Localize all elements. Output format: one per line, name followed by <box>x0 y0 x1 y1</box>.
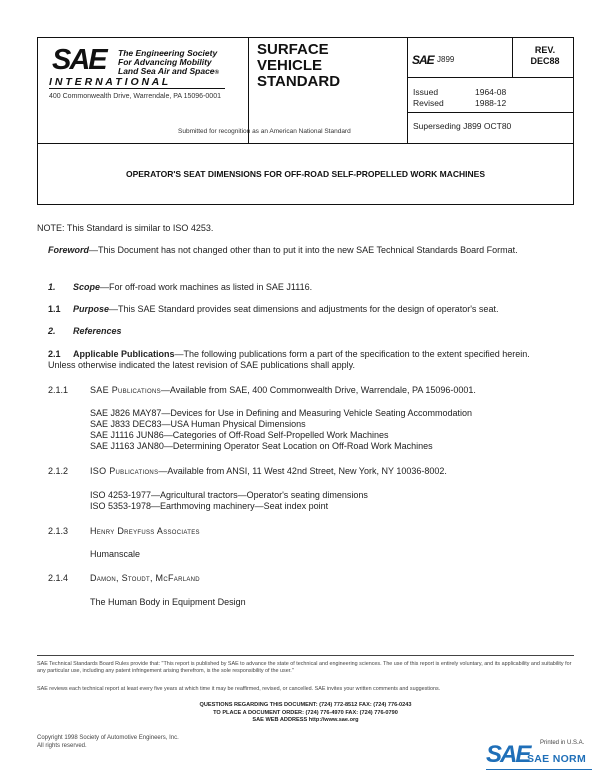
revised-label: Revised <box>413 98 444 108</box>
doc-type <box>257 42 340 90</box>
doc-number-logo: SAE <box>412 53 434 67</box>
copyright <box>37 734 179 750</box>
sae-pub-item: SAE J1163 JAN80—Determining Operator Seat Location on Off-Road Work Machines <box>90 441 433 451</box>
web-line: SAE WEB ADDRESS http://www.sae.org <box>252 717 359 723</box>
org-line-3: Land Sea Air and Space® <box>118 66 219 76</box>
doc-type-line-1: SURFACE <box>257 41 329 58</box>
doc-number: J899 <box>437 55 455 64</box>
dreyfuss-label: Henry Dreyfuss Associates <box>90 526 200 536</box>
rev-label: REV. <box>534 45 556 55</box>
section-2-1-1 <box>90 385 476 396</box>
sae-norm-logo: SAE <box>486 741 530 768</box>
logo-rule <box>49 88 225 89</box>
issued-label: Issued <box>413 87 439 97</box>
foreword-text: —This Document has not changed other than to put it into the new SAE Technical Standards Board Format. <box>89 245 518 255</box>
applicable-pubs-text: —The following publications form a part of the specification to the extent specified herein. Unless otherwise indicated the latest revision of SAE publications shall apply. <box>48 349 530 370</box>
section-2-1-number: 2.1 <box>48 349 61 359</box>
section-1-1-number: 1.1 <box>48 304 61 314</box>
sae-pub-item: SAE J833 DEC83—USA Human Physical Dimensions <box>90 419 306 429</box>
doc-type-line-2: VEHICLE <box>257 57 323 74</box>
rev-value: DEC88 <box>530 56 560 66</box>
iso-pub-item: ISO 5353-1978—Earthmoving machinery—Seat index point <box>90 501 329 511</box>
header-divider-h2 <box>407 112 574 113</box>
sae-pub-item: SAE J826 MAY87—Devices for Use in Defining and Measuring Vehicle Seating Accommodation <box>90 408 473 418</box>
sae-pubs-list <box>90 408 472 452</box>
purpose-text: —This SAE Standard provides seat dimensions and adjustments for the design of operator's seat. <box>109 304 499 314</box>
order-line: TO PLACE A DOCUMENT ORDER: (724) 776-4970 FAX: (724) 776-0790 <box>213 709 398 716</box>
document-title: OPERATOR'S SEAT DIMENSIONS FOR OFF-ROAD SELF-PROPELLED WORK MACHINES <box>125 169 486 179</box>
org-line-1: The Engineering Society <box>118 48 218 58</box>
review-statement: SAE reviews each technical report at least every five years at which time it may be reaffirmed, revised, or cancelled. SAE invites your written comments and suggestions. <box>37 686 441 692</box>
submitted-note: Submitted for recognition as an American National Standard <box>178 128 351 135</box>
section-2-1-1-number: 2.1.1 <box>48 385 69 395</box>
section-1 <box>73 282 312 293</box>
references-heading: References <box>73 326 122 336</box>
questions-line: QUESTIONS REGARDING THIS DOCUMENT: (724) 772-8512 FAX: (724) 776-0243 <box>199 702 412 708</box>
org-line-2: For Advancing Mobility <box>118 57 212 67</box>
issued-value: 1964-08 <box>475 87 507 97</box>
human-body-design: The Human Body in Equipment Design <box>90 597 246 607</box>
header-divider-h1 <box>407 77 574 78</box>
section-2-1-3-number: 2.1.3 <box>48 526 69 536</box>
iso-pub-item: ISO 4253-1977—Agricultural tractors—Operator's seating dimensions <box>90 490 368 500</box>
sae-logo: SAE <box>52 44 106 76</box>
section-2-1 <box>48 349 558 371</box>
applicable-pubs-label: Applicable Publications <box>73 349 175 359</box>
header-divider-2 <box>407 37 408 144</box>
header-divider-3 <box>512 37 513 77</box>
foreword <box>48 245 558 256</box>
section-2-number: 2. <box>48 326 56 336</box>
doc-type-line-3: STANDARD <box>257 73 341 90</box>
foreword-label: Foreword <box>48 245 90 255</box>
humanscale: Humanscale <box>90 549 141 559</box>
footer-rule <box>37 655 574 656</box>
section-2-1-2 <box>90 466 447 477</box>
policy-statement: SAE Technical Standards Board Rules provide that: "This report is published by SAE to advance the state of technical and engineering sciences. The use of this report is entirely voluntary, and its applicability and suitability for any particular use, including any patent infringement arising therefrom, is the sole responsibility of the user." <box>37 661 572 674</box>
section-2-1-2-number: 2.1.2 <box>48 466 69 476</box>
scope-text: —For off-road work machines as listed in SAE J1116. <box>100 282 313 292</box>
revision <box>520 45 570 67</box>
rights-line: All rights reserved. <box>37 743 87 749</box>
iso-pubs-label: ISO Publications <box>90 466 159 476</box>
iso-pubs-text: —Available from ANSI, 11 West 42nd Street, New York, NY 10036-8002. <box>158 466 447 476</box>
superseding: Superseding J899 OCT80 <box>413 121 512 131</box>
address: 400 Commonwealth Drive, Warrendale, PA 15096-0001 <box>49 93 221 100</box>
sae-norm-text: SAE NORM <box>527 753 586 765</box>
purpose-label: Purpose <box>73 304 110 314</box>
iso-pubs-list <box>90 490 368 512</box>
section-2-1-4-number: 2.1.4 <box>48 573 69 583</box>
copyright-line: Copyright 1998 Society of Automotive Engineers, Inc. <box>37 735 179 741</box>
section-1-number: 1. <box>48 282 56 292</box>
sae-pub-item: SAE J1116 JUN86—Categories of Off-Road Self-Propelled Work Machines <box>90 430 389 440</box>
printed-in: Printed in U.S.A. <box>540 740 585 746</box>
damon-label: Damon, Stoudt, McFarland <box>90 573 200 583</box>
contact-info <box>37 702 574 725</box>
note: NOTE: This Standard is similar to ISO 4253. <box>37 223 214 233</box>
org-name <box>118 49 219 78</box>
org-international: I N T E R N A T I O N A L <box>49 76 169 88</box>
stamp-rule <box>486 769 592 770</box>
section-1-1 <box>73 304 498 315</box>
scope-label: Scope <box>73 282 101 292</box>
sae-pubs-label: SAE Publications <box>90 385 161 395</box>
revised-value: 1988-12 <box>475 98 507 108</box>
sae-pubs-text: —Available from SAE, 400 Commonwealth Drive, Warrendale, PA 15096-0001. <box>160 385 476 395</box>
